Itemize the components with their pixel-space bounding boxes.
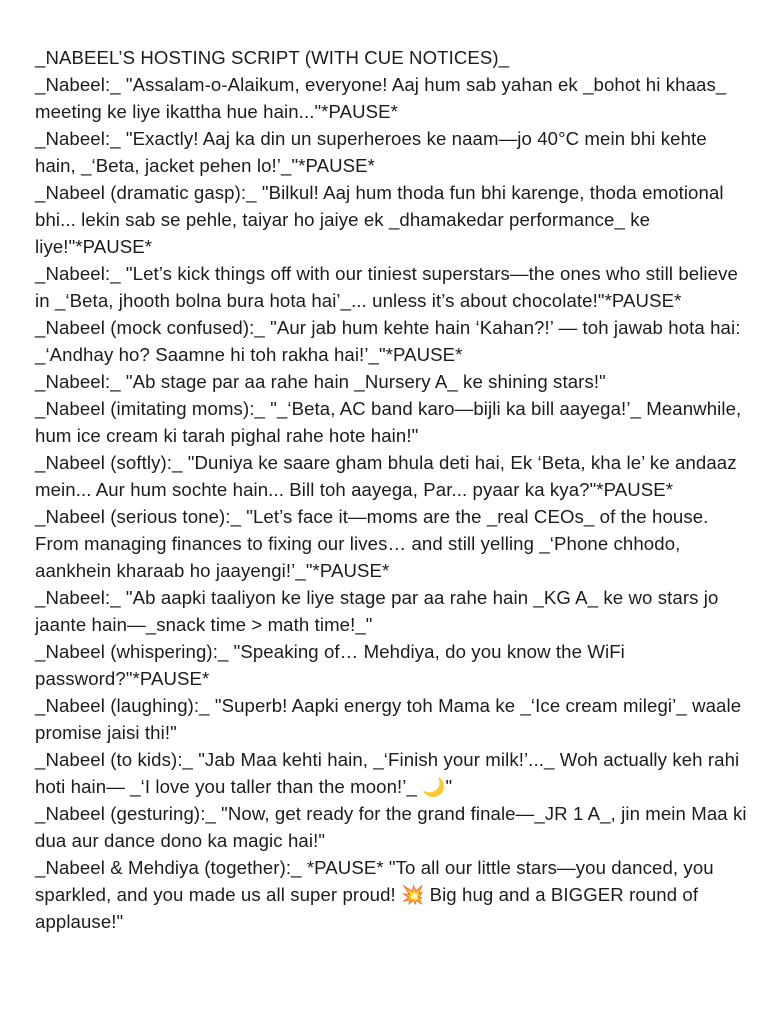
script-line: _Nabeel & Mehdiya (together):_ *PAUSE* "To all our little stars—you danced, you sparkled, and you made us all super proud! 💥 Big hug and a BIGGER round of applause!" [35, 857, 714, 932]
script-line: _Nabeel (whispering):_ "Speaking of… Mehdiya, do you know the WiFi password?"*PAUSE* [35, 641, 625, 689]
script-line: _Nabeel:_ "Exactly! Aaj ka din un superheroes ke naam—jo 40°C mein bhi kehte hain, _‘Beta, jacket pehen lo!’_"*PAUSE* [35, 128, 707, 176]
script-line: _Nabeel (gesturing):_ "Now, get ready for the grand finale—_JR 1 A_, jin mein Maa ki dua aur dance dono ka magic hai!" [35, 803, 747, 851]
script-document [35, 44, 747, 935]
script-line: _Nabeel (serious tone):_ "Let’s face it—moms are the _real CEOs_ of the house. From managing finances to fixing our lives… and still yelling _‘Phone chhodo, aankhein kharaab ho jaayengi!’_"*PAUSE* [35, 506, 709, 581]
script-line: _Nabeel:_ "Ab aapki taaliyon ke liye stage par aa rahe hain _KG A_ ke wo stars jo jaante hain—_snack time > math time!_" [35, 587, 719, 635]
document-title: _NABEEL’S HOSTING SCRIPT (WITH CUE NOTICES)_ [35, 47, 510, 68]
script-line: _Nabeel (imitating moms):_ "_‘Beta, AC band karo—bijli ka bill aayega!’_ Meanwhile, hum ice cream ki tarah pighal rahe hote hain!" [35, 398, 742, 446]
script-line: _Nabeel (softly):_ "Duniya ke saare gham bhula deti hai, Ek ‘Beta, kha le’ ke andaaz mein... Aur hum sochte hain... Bill toh aayega, Par... pyaar ka kya?"*PAUSE* [35, 452, 737, 500]
script-line: _Nabeel:_ "Let’s kick things off with our tiniest superstars—the ones who still believe in _‘Beta, jhooth bolna bura hota hai’_... unless it’s about chocolate!"*PAUSE* [35, 263, 738, 311]
script-line: _Nabeel (to kids):_ "Jab Maa kehti hain, _‘Finish your milk!’..._ Woh actually keh rahi hoti hain— _‘I love you taller than the moon!’_ 🌙" [35, 749, 740, 797]
script-line: _Nabeel (laughing):_ "Superb! Aapki energy toh Mama ke _‘Ice cream milegi’_ waale promise jaisi thi!" [35, 695, 742, 743]
script-line: _Nabeel:_ "Assalam-o-Alaikum, everyone! Aaj hum sab yahan ek _bohot hi khaas_ meeting ke liye ikattha hue hain..."*PAUSE* [35, 74, 727, 122]
script-line: _Nabeel:_ "Ab stage par aa rahe hain _Nursery A_ ke shining stars!" [35, 371, 606, 392]
script-line: _Nabeel (dramatic gasp):_ "Bilkul! Aaj hum thoda fun bhi karenge, thoda emotional bhi... lekin sab se pehle, taiyar ho jaiye ek _dhamakedar performance_ ke liye!"*PAUSE* [35, 182, 724, 257]
script-line: _Nabeel (mock confused):_ "Aur jab hum kehte hain ‘Kahan?!’ — toh jawab hota hai: _‘Andhay ho? Saamne hi toh rakha hai!’_"*PAUSE* [35, 317, 741, 365]
